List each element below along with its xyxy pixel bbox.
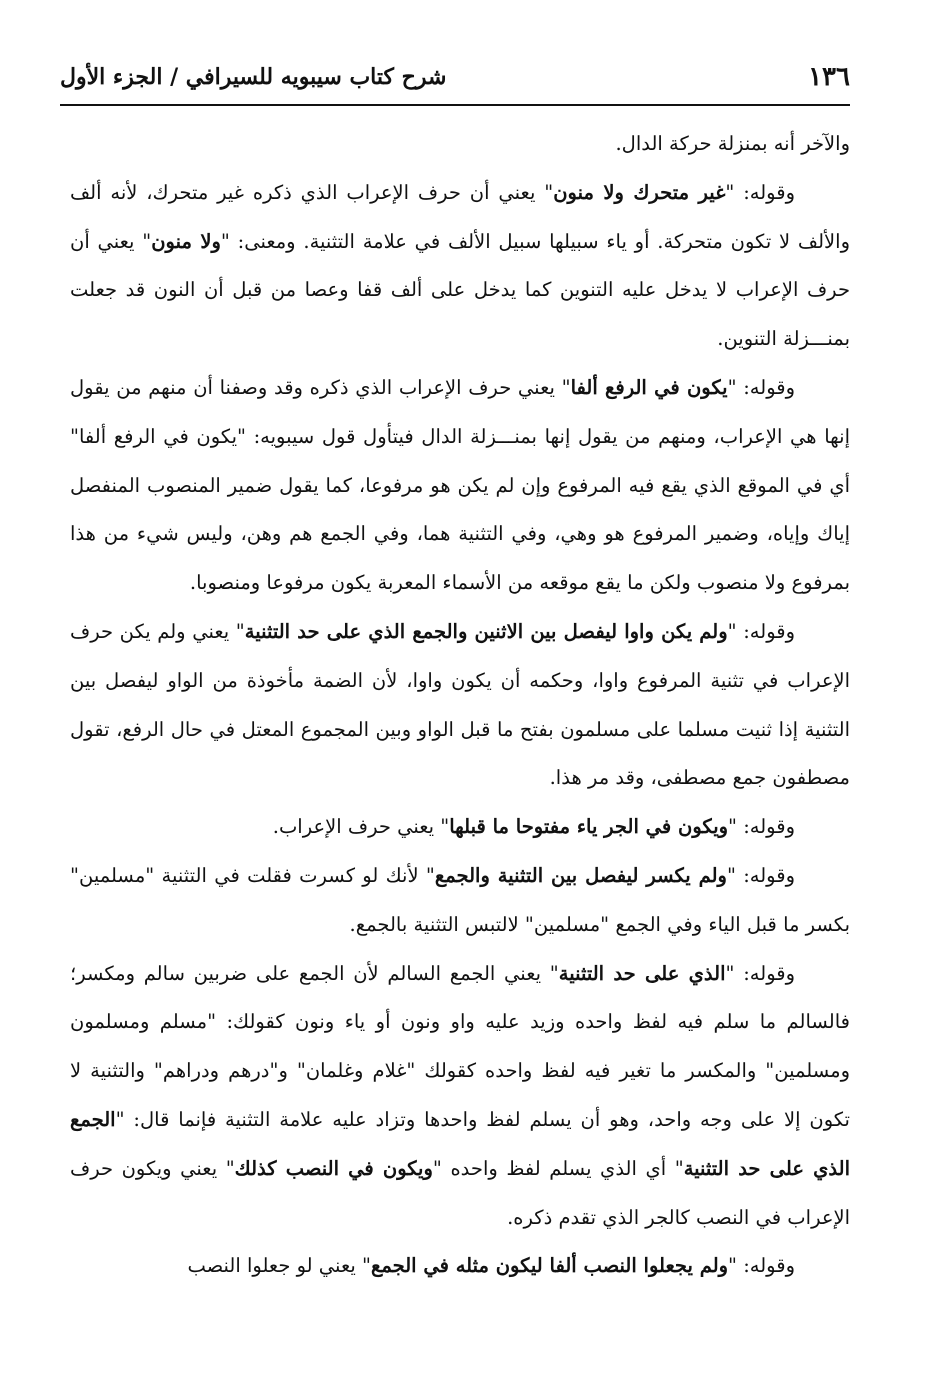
quoted-term: يكون في الرفع ألفا <box>570 375 728 399</box>
paragraph <box>70 803 850 852</box>
paragraph <box>70 950 850 1243</box>
text-run: والآخر أنه بمنزلة حركة الدال. <box>615 132 850 155</box>
text-run: " يعني حرف الإعراب الذي ذكره وقد وصفنا أن منهم من يقول إنها هي الإعراب، ومنهم من يقول إنها بمنـــزلة الدال فيتأول قول سيبويه: "يكون في الرفع ألفا" أي في الموقع الذي يقع فيه المرفوع وإن لم يكن هو مرفوعا، كما يقول ضمير المنصوب المنفصل إياك وإياه، وضمير المرفوع هو وهي، وفي التثنية هما، وفي الجمع هم وهن، وليس شيء من هذا بمرفوع ولا منصوب ولكن ما يقع موقعه من الأسماء المعربة يكون مرفوعا ومنصوبا. <box>70 375 850 595</box>
text-run: وقوله: " <box>725 180 795 204</box>
text-run: " يعني ويكون حرف الإعراب في النصب كالجر الذي تقدم ذكره. <box>70 1156 850 1229</box>
quoted-term: ويكون في الجر ياء مفتوحا ما قبلها <box>449 815 729 839</box>
page-header <box>60 56 850 106</box>
quoted-term: ولم يكسر ليفصل بين التثنية والجمع <box>434 863 727 887</box>
paragraph <box>70 120 850 169</box>
text-run: وقوله: " <box>727 375 796 399</box>
text-run: وقوله: " <box>725 961 796 985</box>
quoted-term: ولم يجعلوا النصب ألفا ليكون مثله في الجمع <box>370 1254 729 1278</box>
quoted-term: الجمع الذي على حد التثنية <box>70 1107 850 1180</box>
quoted-term: الذي على حد التثنية <box>558 961 726 985</box>
text-run: وقوله: " <box>728 1254 795 1278</box>
quoted-term: غير متحرك ولا منون <box>553 180 726 204</box>
text-run: وقوله: " <box>727 619 796 643</box>
quoted-term: ولا منون <box>151 229 221 253</box>
running-title: شرح كتاب سيبويه للسيرافي / الجزء الأول <box>60 64 447 90</box>
text-run: " يعني لو جعلوا النصب <box>187 1254 371 1278</box>
text-run: وقوله: " <box>726 863 795 887</box>
text-run: " أي الذي يسلم لفظ واحده " <box>432 1156 684 1180</box>
text-run: " يعني الجمع السالم لأن الجمع على ضربين سالم ومكسر؛ فالسالم ما سلم فيه لفظ واحده وزيد عليه واو ونون أو ياء ونون كقولك: "مسلم ومسلمون ومسلمين" والمكسر ما تغير فيه لفظ واحده كقولك "غلام وغلمان" و"درهم ودراهم" والتثنية لا تكون إلا على وجه واحد، وهو أن يسلم لفظ واحدها وتزاد عليه علامة التثنية فإنما قال: " <box>70 961 850 1131</box>
text-run: " يعني ولم يكن حرف الإعراب في تثنية المرفوع واوا، وحكمه أن يكون واوا، لأن الضمة مأخوذة من الواو ليفصل بين التثنية إذا ثنيت مسلما على مسلمون بفتح ما قبل الواو وبين المجموع المعتل في حال الرفع، تقول مصطفون جمع مصطفى، وقد مر هذا. <box>70 619 850 790</box>
page-number: ١٣٦ <box>808 62 850 92</box>
paragraph <box>70 364 850 608</box>
text-run: وقوله: " <box>728 815 795 839</box>
text-run: " يعني أن حرف الإعراب لا يدخل عليه التنوين كما يدخل على ألف قفا وعصا من قبل أن النون قد جعلت بمنـــزلة التنوين. <box>70 229 850 351</box>
paragraph <box>70 608 850 803</box>
header-rule <box>60 104 850 106</box>
paragraph <box>70 169 850 364</box>
text-run: " يعني حرف الإعراب. <box>272 815 450 839</box>
body-text <box>70 120 850 1360</box>
paragraph <box>70 852 850 950</box>
text-run: " لأنك لو كسرت فقلت في التثنية "مسلمين" بكسر ما قبل الياء وفي الجمع "مسلمين" لالتبس التثنية بالجمع. <box>70 863 850 936</box>
quoted-term: ولم يكن واوا ليفصل بين الاثنين والجمع الذي على حد التثنية <box>244 619 728 643</box>
text-run: " يعني أن حرف الإعراب الذي ذكره غير متحرك، لأنه ألف والألف لا تكون متحركة. أو ياء سبيلها سبيل الألف في علامة التثنية. ومعنى: " <box>70 180 850 253</box>
paragraph <box>70 1242 850 1291</box>
quoted-term: ويكون في النصب كذلك <box>234 1156 433 1180</box>
